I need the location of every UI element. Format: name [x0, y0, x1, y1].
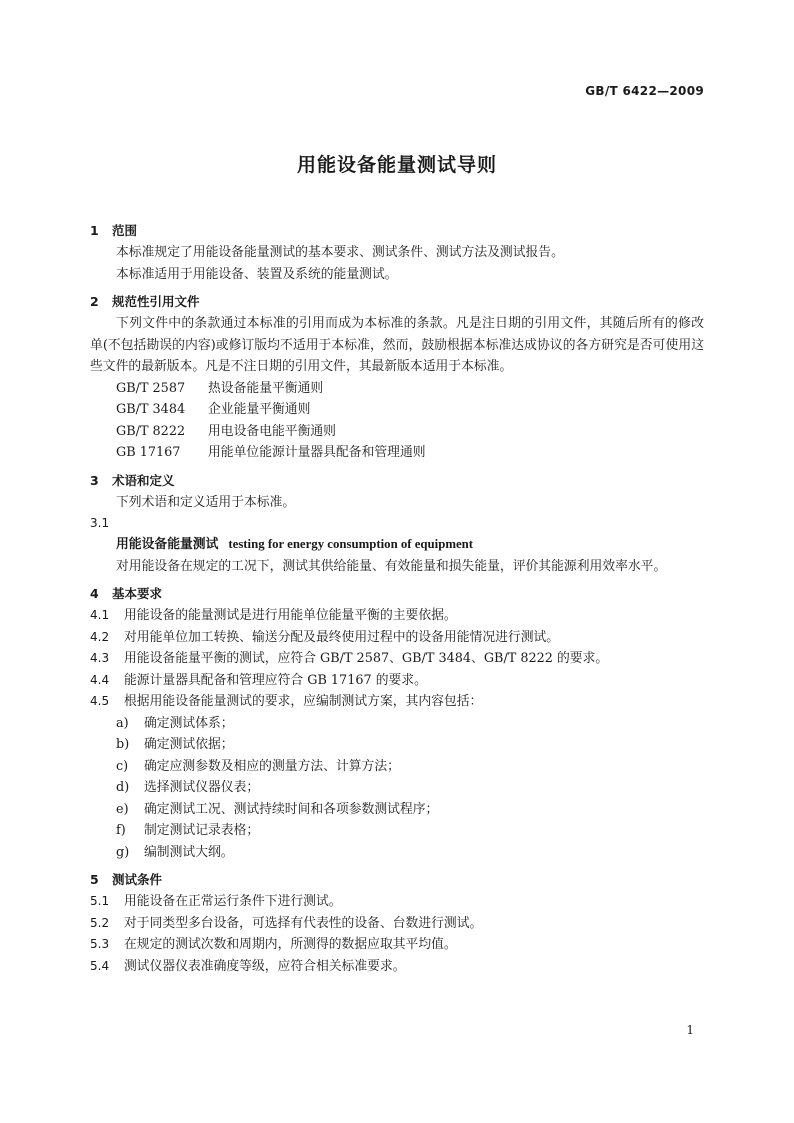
clause: [90, 956, 704, 978]
reference-item: [90, 421, 704, 443]
section-title: 术语和定义: [112, 472, 175, 488]
list-item: [90, 734, 704, 756]
clause-text: 能源计量器具配备和管理应符合 GB 17167 的要求。: [124, 672, 427, 688]
section-number: 4: [90, 586, 99, 601]
reference-item: [90, 442, 704, 464]
section-number: 2: [90, 294, 99, 309]
clause-number: 5.3: [90, 937, 110, 951]
reference-name: 用能单位能源计量器具配备和管理通则: [208, 445, 426, 460]
list-item: [90, 713, 704, 735]
reference-code: GB/T 8222: [116, 423, 186, 439]
term-chinese: 用能设备能量测试: [116, 537, 219, 552]
clause-text: 对于同类型多台设备，可选择有代表性的设备、台数进行测试。: [124, 915, 483, 931]
clause-number: 4.1: [90, 608, 110, 622]
clause-text: 测试仪器仪表准确度等级，应符合相关标准要求。: [124, 958, 406, 974]
page-number: 1: [686, 1023, 694, 1037]
list-item: [90, 799, 704, 821]
clause-text: 对用能单位加工转换、输送分配及最终使用过程中的设备用能情况进行测试。: [124, 629, 560, 645]
list-item: [90, 820, 704, 842]
reference-name: 企业能量平衡通则: [208, 402, 311, 417]
clause-text: 用能设备能量平衡的测试，应符合 GB/T 2587、GB/T 3484、GB/T 8222 的要求。: [124, 651, 609, 666]
clause: [90, 648, 704, 670]
reference-item: [90, 378, 704, 400]
list-text: 确定应测参数及相应的测量方法、计算方法；: [144, 758, 400, 774]
section-heading-test-conditions: [90, 869, 704, 891]
list-item: [90, 756, 704, 778]
clause-text: 用能设备在正常运行条件下进行测试。: [124, 894, 342, 909]
clause: [90, 627, 704, 649]
section-heading-terms: [90, 470, 704, 492]
clause-text: 用能设备的能量测试是进行用能单位能量平衡的主要依据。: [124, 608, 457, 623]
list-label: e): [116, 801, 129, 817]
paragraph: 下列文件中的条款通过本标准的引用而成为本标准的条款。凡是注日期的引用文件，其随后所有的修改单(不包括勘误的内容)或修订版均不适用于本标准，然而，鼓励根据本标准达成协议的各方研究是否可使用这些文件的最新版本。凡是不注日期的引用文件，其最新版本适用于本标准。: [90, 316, 704, 374]
list-text: 编制测试大纲。: [144, 844, 234, 860]
term-definition: 对用能设备在规定的工况下，测试其供给能量、有效能量和损失能量，评价其能源利用效率水平。: [116, 558, 667, 574]
reference-code: GB 17167: [116, 445, 181, 460]
clause: [90, 913, 704, 935]
list-item: [90, 842, 704, 864]
section-number: 3: [90, 472, 99, 488]
term-number: 3.1: [90, 516, 110, 530]
clause: [90, 605, 704, 627]
clause-number: 5.4: [90, 958, 110, 973]
section-number: 1: [90, 223, 99, 238]
document-body: [90, 214, 704, 977]
reference-item: [90, 399, 704, 421]
list-label: f): [116, 823, 126, 838]
clause-number: 4.3: [90, 651, 110, 665]
document-title: 用能设备能量测试导则: [296, 154, 497, 176]
list-label: a): [116, 715, 129, 731]
list-text: 确定测试工况、测试持续时间和各项参数测试程序；: [144, 801, 439, 817]
clause-text: 在规定的测试次数和周期内，所测得的数据应取其平均值。: [124, 937, 457, 952]
reference-name: 热设备能量平衡通则: [208, 380, 324, 396]
clause-number: 5.1: [90, 894, 110, 908]
section-title: 范围: [112, 223, 138, 238]
list-text: 选择测试仪器仪表；: [144, 780, 260, 795]
list-text: 确定测试体系；: [144, 715, 234, 731]
list-label: d): [116, 780, 130, 795]
clause: [90, 934, 704, 956]
section-number: 5: [90, 872, 99, 887]
clause-number: 4.5: [90, 694, 110, 708]
section-title: 规范性引用文件: [112, 294, 200, 309]
term-entry: [90, 534, 704, 556]
list-item: [90, 777, 704, 799]
list-text: 确定测试依据；: [144, 737, 234, 752]
section-heading-basic-requirements: [90, 583, 704, 605]
paragraph: 本标准适用于用能设备、装置及系统的能量测试。: [116, 266, 398, 282]
clause-number: 4.2: [90, 629, 110, 644]
clause: [90, 670, 704, 692]
reference-name: 用电设备电能平衡通则: [208, 423, 336, 439]
standard-code: GB/T 6422—2009: [585, 84, 704, 98]
section-heading-normative-references: [90, 291, 704, 313]
reference-code: GB/T 2587: [116, 380, 186, 396]
paragraph: 下列术语和定义适用于本标准。: [116, 494, 296, 510]
list-label: c): [116, 758, 129, 774]
list-text: 制定测试记录表格；: [144, 823, 260, 838]
section-title: 测试条件: [112, 872, 163, 887]
term-english: testing for energy consumption of equipment: [228, 537, 474, 551]
clause: [90, 891, 704, 913]
section-title: 基本要求: [112, 586, 163, 601]
list-label: g): [116, 844, 130, 860]
reference-code: GB/T 3484: [116, 402, 186, 417]
clause-number: 5.2: [90, 915, 110, 930]
clause-text: 根据用能设备能量测试的要求，应编制测试方案，其内容包括：: [124, 694, 483, 709]
list-label: b): [116, 737, 130, 752]
clause-number: 4.4: [90, 672, 110, 687]
clause: [90, 691, 704, 713]
section-heading-scope: [90, 220, 704, 242]
paragraph: 本标准规定了用能设备能量测试的基本要求、测试条件、测试方法及测试报告。: [116, 245, 564, 260]
